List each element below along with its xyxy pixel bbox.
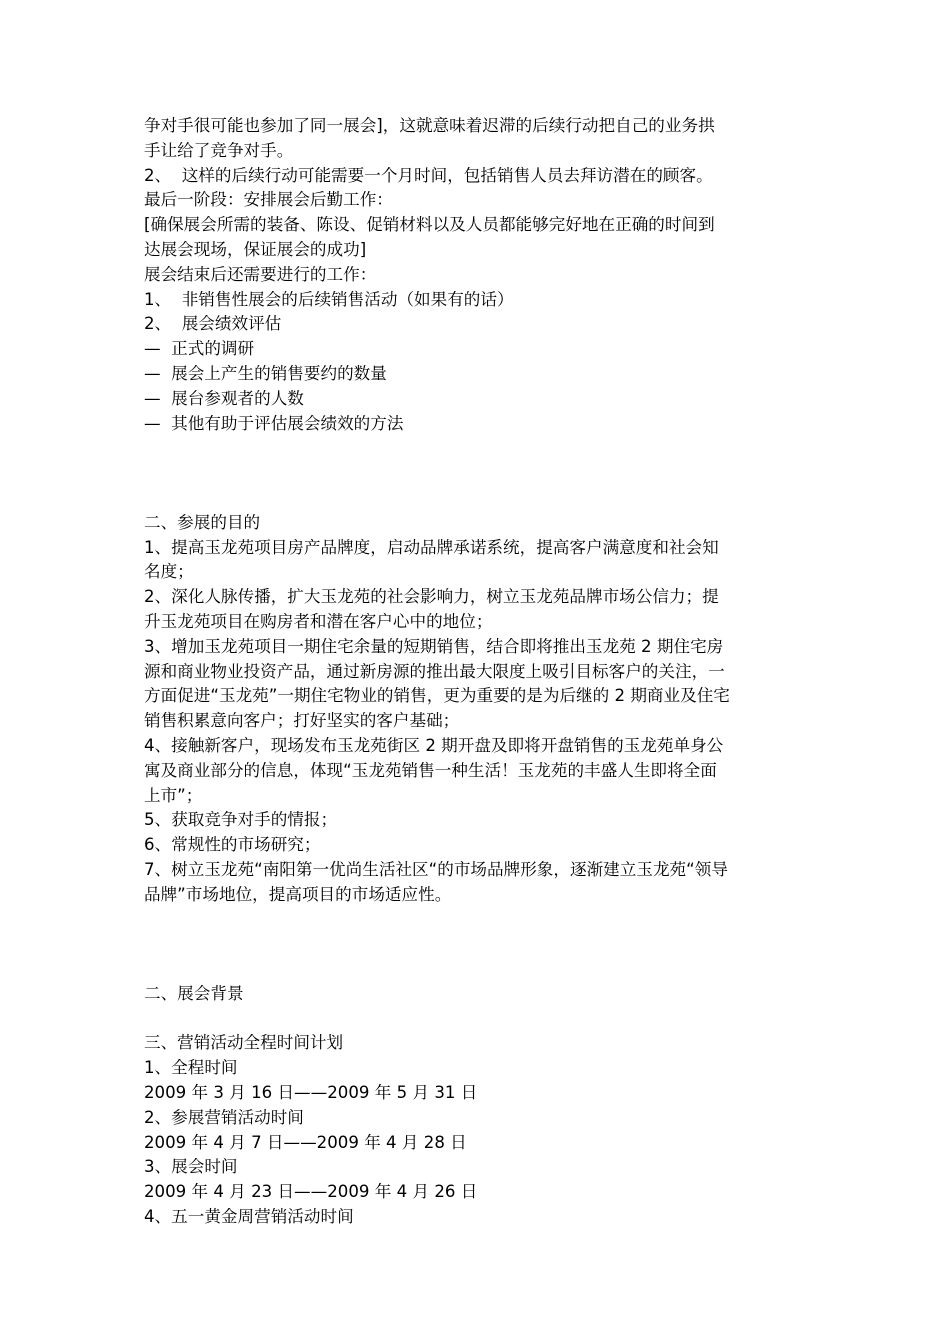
text-line: — 其他有助于评估展会绩效的方法 bbox=[144, 413, 404, 433]
text-line: 手让给了竞争对手。 bbox=[144, 140, 294, 160]
text-line: 升玉龙苑项目在购房者和潜在客户心中的地位； bbox=[144, 611, 493, 631]
text-line: 3、增加玉龙苑项目一期住宅余量的短期销售，结合即将推出玉龙苑 2 期住宅房 bbox=[144, 636, 724, 656]
text-line: 4、接触新客户，现场发布玉龙苑街区 2 期开盘及即将开盘销售的玉龙苑单身公 bbox=[144, 735, 724, 755]
text-line: 销售积累意向客户；打好坚实的客户基础； bbox=[144, 711, 460, 731]
document-page bbox=[144, 114, 810, 1230]
text-line: [确保展会所需的装备、陈设、促销材料以及人员都能够完好地在正确的时间到 bbox=[144, 215, 715, 235]
text-line: 方面促进“玉龙苑”一期住宅物业的销售，更为重要的是为后继的 2 期商业及住宅 bbox=[144, 686, 730, 706]
date-range: 2009 年 4 月 7 日——2009 年 4 月 28 日 bbox=[144, 1132, 467, 1152]
spacer bbox=[144, 436, 810, 510]
block-schedule bbox=[144, 1031, 810, 1229]
block-objectives bbox=[144, 511, 810, 908]
text-line: 7、树立玉龙苑“南阳第一优尚生活社区“的市场品牌形象，逐渐建立玉龙苑“领导 bbox=[144, 859, 728, 879]
text-line: — 展会上产生的销售要约的数量 bbox=[144, 363, 387, 383]
text-line: 2、 这样的后续行动可能需要一个月时间，包括销售人员去拜访潜在的顾客。 bbox=[144, 165, 713, 185]
text-line: 源和商业物业投资产品，通过新房源的推出最大限度上吸引目标客户的关注，一 bbox=[144, 661, 725, 681]
section-heading: 三、营销活动全程时间计划 bbox=[144, 1033, 344, 1053]
text-line: 5、获取竞争对手的情报； bbox=[144, 810, 338, 830]
text-line: 争对手很可能也参加了同一展会]，这就意味着迟滞的后续行动把自己的业务拱 bbox=[144, 116, 715, 135]
text-line: 4、五一黄金周营销活动时间 bbox=[144, 1207, 354, 1227]
text-line: 展会结束后还需要进行的工作： bbox=[144, 264, 377, 284]
text-line: 1、全程时间 bbox=[144, 1058, 238, 1078]
text-line: 2、 展会绩效评估 bbox=[144, 314, 282, 334]
text-line: 2、参展营销活动时间 bbox=[144, 1107, 304, 1127]
spacer bbox=[144, 1007, 810, 1032]
date-range: 2009 年 3 月 16 日——2009 年 5 月 31 日 bbox=[144, 1083, 478, 1103]
section-heading: 二、展会背景 bbox=[144, 983, 244, 1003]
text-line: 名度； bbox=[144, 562, 194, 582]
text-line: 达展会现场，保证展会的成功] bbox=[144, 239, 367, 259]
date-range: 2009 年 4 月 23 日——2009 年 4 月 26 日 bbox=[144, 1182, 478, 1202]
text-line: 6、常规性的市场研究； bbox=[144, 835, 321, 855]
text-line: 最后一阶段：安排展会后勤工作： bbox=[144, 190, 393, 210]
text-line: 上市”； bbox=[144, 785, 203, 805]
section-heading: 二、参展的目的 bbox=[144, 512, 261, 532]
spacer bbox=[144, 908, 810, 982]
text-line: 3、展会时间 bbox=[144, 1157, 238, 1177]
text-line: — 正式的调研 bbox=[144, 339, 255, 359]
text-line: — 展台参观者的人数 bbox=[144, 388, 304, 408]
text-line: 1、 非销售性展会的后续销售活动（如果有的话） bbox=[144, 289, 514, 309]
text-line: 1、提高玉龙苑项目房产品牌度，启动品牌承诺系统，提高客户满意度和社会知 bbox=[144, 537, 719, 557]
text-line: 2、深化人脉传播，扩大玉龙苑的社会影响力，树立玉龙苑品牌市场公信力；提 bbox=[144, 587, 719, 607]
text-line: 品牌”市场地位，提高项目的市场适应性。 bbox=[144, 884, 452, 904]
block-follow-up bbox=[144, 114, 810, 436]
text-line: 寓及商业部分的信息，体现“玉龙苑销售一种生活！玉龙苑的丰盛人生即将全面 bbox=[144, 760, 717, 780]
